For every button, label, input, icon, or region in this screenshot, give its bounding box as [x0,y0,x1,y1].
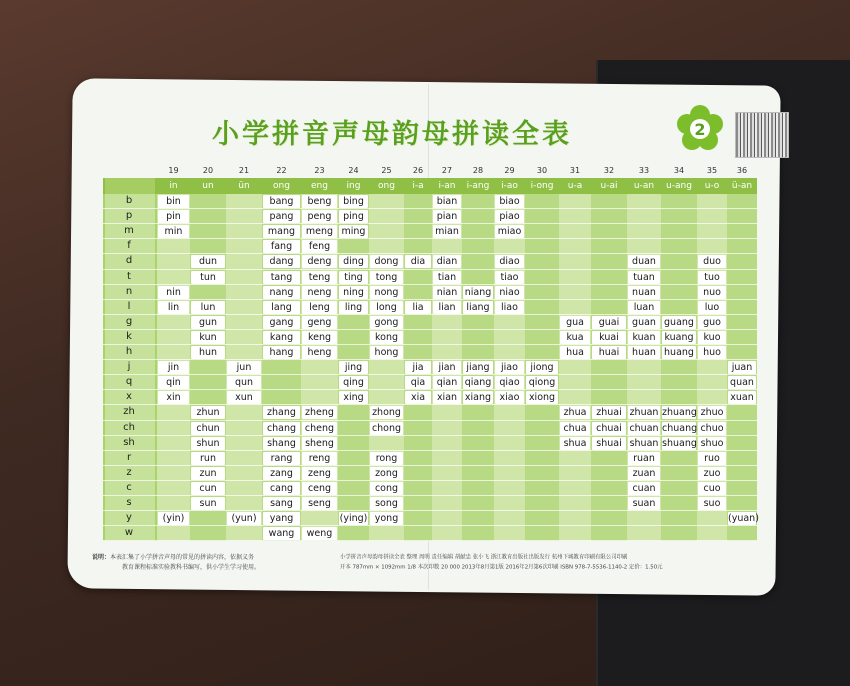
syllable-cell: diao [495,255,524,268]
syllable-cell: ming [339,225,368,238]
syllable-cell: chun [191,422,225,435]
initial-label: g [125,315,133,327]
column-number: 36 [736,166,748,175]
barcode-sticker [735,112,789,158]
initial-label: t [127,270,131,282]
syllable-cell: lian [433,301,461,314]
syllable-cell: liang [463,301,493,314]
syllable-cell: bing [339,195,368,208]
syllable-cell: zhuan [629,407,659,419]
syllable-cell: hang [263,346,300,359]
syllable-cell: shuan [629,437,659,449]
row-divider [103,344,757,345]
syllable-cell: sang [263,497,300,510]
syllable-cell: nang [263,286,300,299]
syllable-cell: xuan [728,391,756,404]
syllable-cell: ling [339,301,368,314]
syllable-cell: chang [263,422,300,435]
footer-print-info: 开本 787mm × 1092mm 1/8 本次印数 20 000 2013年8月第1版 2016年2月第6次印刷 ISBN 978-7-5536-1140-2 定价：1.50元 [340,563,663,571]
syllable-cell: mian [433,225,461,238]
syllable-cell: miao [495,225,524,238]
syllable-cell: niao [495,286,524,299]
row-divider [103,495,757,496]
initial-label: m [124,225,134,237]
syllable-cell: reng [302,452,337,465]
syllable-cell: hua [560,346,590,359]
syllable-cell: qiong [526,376,558,389]
syllable-cell: zhuo [698,406,726,419]
syllable-cell: jiao [495,361,524,374]
syllable-cell: run [191,452,225,465]
syllable-cell: zun [191,467,225,480]
syllable-cell: pian [433,210,461,223]
syllable-cell: shuo [698,437,726,450]
syllable-cell: shang [263,437,300,450]
syllable-cell: zuan [628,467,660,480]
syllable-cell: cuan [628,482,660,495]
column-number: 35 [706,166,718,175]
final-header: in [169,181,178,191]
initial-label: c [126,481,132,493]
initial-label: r [126,451,132,463]
row-divider [103,404,757,405]
syllable-cell: jia [405,361,431,374]
column-stripe [559,194,591,541]
syllable-cell: hun [191,346,225,359]
syllable-cell: kuan [628,331,660,344]
column-number: 26 [412,166,424,175]
syllable-cell: chuo [698,422,726,435]
syllable-cell: peng [302,210,337,223]
column-number: 33 [638,166,650,175]
syllable-cell: duo [698,255,726,268]
syllable-cell: piao [495,210,524,223]
syllable-cell: chuan [629,422,659,434]
column-number: 28 [472,166,484,175]
syllable-cell: jin [158,361,189,374]
syllable-cell: tian [433,271,461,284]
syllable-cell: hong [370,346,403,359]
syllable-cell: qin [158,376,189,389]
syllable-cell: ruo [698,452,726,465]
syllable-cell: bang [263,195,300,208]
syllable-cell: dian [433,255,461,268]
syllable-cell: shuang [662,437,697,449]
syllable-cell: long [370,301,403,314]
column-number: 25 [381,166,392,175]
syllable-cell: pin [158,210,189,223]
syllable-cell: lia [405,301,431,314]
syllable-cell: huan [628,346,660,359]
chart-title: 小学拼音声母韵母拼读全表 [212,119,572,150]
syllable-cell: xia [405,391,431,404]
header-corner [105,178,155,194]
row-divider [103,284,757,285]
syllable-cell: cuo [698,482,726,495]
syllable-cell: ping [339,210,368,223]
final-header: u-o [704,181,720,191]
syllable-cell: (yuan) [728,513,759,525]
syllable-cell: zong [370,467,403,480]
initial-label: j [127,361,131,373]
syllable-cell: zuo [698,467,726,480]
final-header: i-ong [530,181,554,191]
syllable-cell: nong [370,286,403,299]
syllable-cell: niang [464,286,492,298]
syllable-cell: xiang [464,392,492,404]
syllable-cell: bin [158,195,189,208]
syllable-cell: qiang [464,377,492,389]
syllable-cell: tong [370,271,403,284]
initial-label: l [127,300,131,312]
row-divider [103,299,757,300]
syllable-cell: tang [263,271,300,284]
syllable-cell: teng [302,271,337,284]
syllable-cell: luan [628,301,660,314]
row-divider [103,269,757,270]
syllable-cell: zhua [560,406,590,419]
initial-label: s [126,497,132,508]
syllable-cell: nin [158,286,189,299]
row-divider [103,208,757,209]
syllable-cell: gang [263,316,300,329]
syllable-cell: zhong [370,406,403,419]
footer-publication-info: 小学拼音声母韵母拼读全表 整理 周明 责任编辑 胡献忠 张小飞 浙江教育出版社出版发行 杭州下城教育印刷有限公司印刷 [340,553,628,561]
syllable-cell: jiang [463,361,493,374]
row-divider [103,329,757,330]
final-header: i-a [412,181,424,191]
initial-label: n [125,285,133,297]
syllable-cell: bian [433,195,461,208]
column-number: 31 [569,166,581,175]
initial-label: k [126,330,132,342]
row-divider [103,238,757,239]
column-stripe [661,194,697,541]
initial-label: d [125,255,133,267]
column-number: 22 [276,166,287,175]
syllable-cell: tuan [628,271,660,284]
syllable-cell: qia [405,376,431,389]
syllable-cell: lun [191,301,225,314]
syllable-cell: kuai [592,331,626,344]
final-header: ü-an [731,181,753,191]
syllable-cell: gun [191,316,225,329]
syllable-cell: xiao [495,391,524,404]
row-divider [103,359,757,360]
syllable-cell: song [370,497,403,510]
syllable-cell: jun [227,361,261,374]
syllable-cell: xing [339,391,368,404]
column-number: 23 [314,166,325,175]
row-divider [103,389,757,390]
syllable-cell: qun [227,376,261,389]
syllable-cell: dun [191,255,225,268]
syllable-cell: ceng [302,482,337,495]
syllable-cell: tun [191,271,225,284]
initial-label: q [125,376,133,388]
row-divider [103,223,757,224]
syllable-cell: keng [302,331,337,344]
initial-label: z [126,466,132,478]
syllable-cell: qian [433,376,461,389]
syllable-cell: dia [405,255,431,268]
syllable-cell: seng [302,497,337,510]
final-header: ün [238,181,250,191]
syllable-cell: feng [302,240,337,253]
syllable-cell: fang [263,240,300,253]
syllable-cell: shun [191,437,225,450]
final-header: ong [273,181,290,191]
syllable-cell: kang [263,331,300,344]
column-stripe [591,194,627,541]
column-number: 34 [673,166,685,175]
syllable-cell: rang [263,452,300,465]
initial-label: ch [123,421,135,433]
syllable-cell: jiong [526,361,558,374]
syllable-cell: shua [560,437,590,450]
syllable-cell: yang [263,512,300,525]
syllable-cell: sun [191,497,225,510]
syllable-cell: jian [433,361,461,374]
row-divider [103,540,757,541]
syllable-cell: cang [263,482,300,495]
syllable-cell: guang [662,316,696,329]
syllable-cell: liao [495,301,524,314]
syllable-cell: xin [158,391,189,404]
column-number: 19 [168,166,179,175]
syllable-cell: ding [339,255,368,268]
syllable-cell: kuang [662,331,696,344]
syllable-cell: qing [339,376,368,389]
syllable-cell: min [158,225,189,238]
syllable-cell: neng [302,286,337,299]
syllable-cell: guai [592,316,626,329]
final-header: ing [346,181,361,191]
row-divider [103,314,757,315]
final-header: u-ai [600,181,618,191]
syllable-cell: nian [433,286,461,299]
footer-line1: 本表汇集了小学拼音声母的常见的拼读内容，依据义务 [110,554,255,561]
syllable-cell: shuai [592,437,626,450]
syllable-cell: sheng [302,437,337,450]
syllable-cell: meng [302,225,337,238]
column-number: 29 [504,166,515,175]
footer-note-1 [92,552,254,561]
syllable-cell: weng [302,527,337,540]
syllable-cell: (yin) [158,512,189,525]
syllable-cell: leng [302,301,337,314]
syllable-cell: luo [698,301,726,314]
row-divider [103,374,757,375]
initial-label: h [125,346,133,357]
syllable-cell: suo [698,497,726,510]
syllable-cell: kuo [698,331,726,344]
final-header: u-an [633,181,655,191]
initial-label: b [125,195,133,206]
syllable-cell: nuan [628,286,660,299]
column-number: 21 [238,166,250,175]
syllable-cell: cheng [302,422,337,435]
row-divider [103,435,757,436]
final-header: eng [311,181,328,191]
syllable-cell: qiao [495,376,524,389]
syllable-cell: guo [698,316,726,329]
syllable-cell: ting [339,271,368,284]
initial-label: y [126,512,132,524]
row-divider [103,420,757,421]
syllable-cell: wang [263,527,300,540]
initial-label: p [125,210,133,222]
syllable-cell: suan [628,497,660,510]
syllable-cell: ruan [628,452,660,465]
syllable-cell: deng [302,255,337,268]
syllable-cell: zeng [302,467,337,480]
syllable-cell: zhuang [662,407,697,419]
svg-text:2: 2 [694,120,706,139]
row-divider [103,450,757,451]
final-header: u-a [567,181,583,191]
syllable-cell: pang [263,210,300,223]
syllable-cell: xian [433,391,461,404]
syllable-cell: zang [263,467,300,480]
syllable-cell: beng [302,195,337,208]
syllable-cell: zheng [302,406,337,419]
syllable-cell: zhuai [592,406,626,419]
footer-note-2: 教育课程标准实验教科书编写，供小学生学习使用。 [122,564,261,571]
syllable-cell: xun [227,391,261,404]
syllable-cell: quan [728,376,756,389]
syllable-cell: cong [370,482,403,495]
syllable-cell: geng [302,316,337,329]
syllable-cell: jing [339,361,368,374]
syllable-cell: chong [371,422,402,434]
syllable-cell: heng [302,346,337,359]
initial-label: zh [123,406,135,418]
syllable-cell: yong [370,512,403,525]
final-header: i-ang [466,181,490,191]
syllable-cell: chuang [662,422,698,434]
syllable-cell: duan [628,255,660,268]
syllable-cell: mang [263,225,300,238]
syllable-cell: tuo [698,271,726,284]
syllable-cell: dang [263,255,300,268]
column-number: 20 [202,166,214,175]
syllable-cell: kun [191,331,225,344]
syllable-cell: zhun [191,406,225,419]
syllable-cell: kong [370,331,403,344]
column-number: 32 [603,166,615,175]
syllable-cell: cun [191,482,225,495]
initial-label: w [124,527,134,539]
initial-label: f [127,240,131,252]
syllable-cell: guan [628,316,660,329]
syllable-cell: ning [339,286,368,299]
syllable-cell: rong [370,452,403,465]
syllable-cell: dong [370,255,403,268]
final-header: i-ao [501,181,518,191]
syllable-cell: huo [698,346,726,359]
row-divider [103,525,757,526]
syllable-cell: lang [263,301,300,314]
flower-number-badge [676,104,724,152]
row-divider [103,465,757,466]
syllable-cell: xiong [526,391,558,404]
initial-label: x [126,391,132,403]
final-header: un [202,181,214,191]
column-number: 27 [441,166,453,175]
footer-label: 说明： [92,554,111,561]
syllable-cell: lin [158,301,189,314]
syllable-cell: huai [592,346,626,359]
syllable-cell: chua [560,422,590,435]
row-divider [103,480,757,481]
syllable-cell: zhang [263,406,300,419]
syllable-cell: nuo [698,286,726,299]
column-number: 30 [536,166,548,175]
initial-label: sh [123,436,135,448]
syllable-cell: juan [728,361,756,374]
row-divider [103,510,757,511]
syllable-cell: (ying) [339,513,368,525]
final-header: i-an [438,181,456,191]
syllable-cell: gong [370,316,403,329]
syllable-cell: (yun) [227,512,261,525]
column-number: 24 [348,166,359,175]
syllable-cell: gua [560,316,590,329]
row-divider [103,253,757,254]
syllable-cell: kua [560,331,590,344]
syllable-cell: chuai [592,422,626,435]
final-header: u-ang [666,181,692,191]
syllable-cell: huang [662,346,696,359]
syllable-cell: biao [495,195,524,208]
syllable-cell: tiao [495,271,524,284]
final-header: ong [378,181,395,191]
